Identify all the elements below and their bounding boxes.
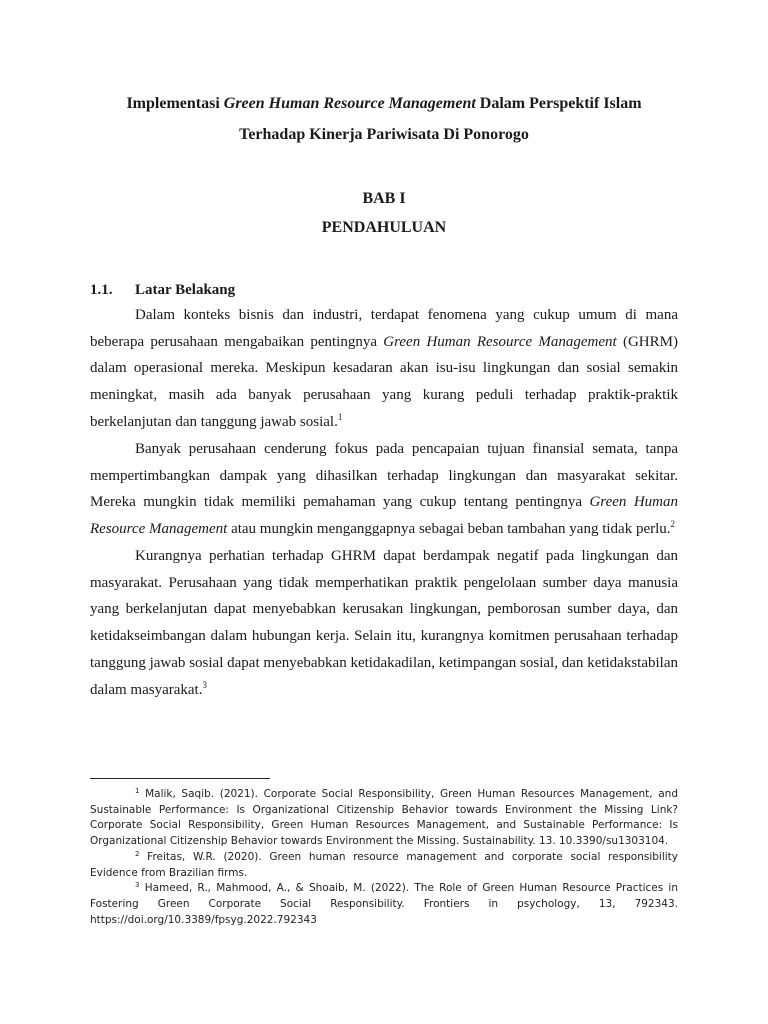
footnote-reference[interactable]: 1 xyxy=(337,411,343,422)
document-title-line-1 xyxy=(90,88,678,120)
paragraph-text: Kurangnya perhatian terhadap GHRM dapat berdampak negatif pada lingkungan dan masyarakat. Perusahaan yang tidak memperhatikan praktik pengelolaan sumber daya manusia yang berkelanjutan dapat menyebabkan kerusakan lingkungan, pemborosan sumber daya, dan ketidakseimbangan dalam hubungan kerja. Selain itu, kurangnya komitmen perusahaan terhadap tanggung jawab sosial dapat menyebabkan ketidakadilan, ketimpangan sosial, dan ketidakstabilan dalam masyarakat. xyxy=(90,548,678,698)
footnote-separator xyxy=(90,778,270,779)
section-number: 1.1. xyxy=(90,282,113,298)
title-italic: Green Human Resource Management xyxy=(223,95,476,112)
footnote-mark: 2 xyxy=(135,849,140,858)
section-heading xyxy=(90,275,235,305)
chapter-name: PENDAHULUAN xyxy=(321,219,447,236)
paragraph-text: atau mungkin menganggapnya sebagai beban tambahan yang tidak perlu. xyxy=(227,521,671,538)
document-title-line-2: Terhadap Kinerja Pariwisata Di Ponorogo xyxy=(239,126,529,143)
title-suffix: Dalam Perspektif Islam xyxy=(475,95,642,112)
paragraph-text: Banyak perusahaan cenderung fokus pada pencapaian tujuan finansial semata, tanpa mempertimbangkan dampak yang dihasilkan terhadap lingkungan dan masyarakat sekitar. Mereka mungkin tidak memiliki pemahaman yang cukup tentang pentingnya xyxy=(90,441,678,511)
paragraph-text: Dalam konteks bisnis dan industri, terdapat fenomena yang cukup umum di mana beberapa perusahaan mengabaikan pentingnya xyxy=(90,307,678,350)
paragraph-italic-term: Green Human Resource Management xyxy=(90,494,678,538)
footnote-reference[interactable]: 3 xyxy=(202,679,207,690)
footnote-reference[interactable]: 2 xyxy=(670,519,676,530)
footnote-text: Hameed, R., Mahmood, A., & Shoaib, M. (2022). The Role of Green Human Resource Practices in Fostering Green Corporate Social Responsibility. Frontiers in psychology, 13, 792343. xyxy=(90,882,678,910)
footnote-text: Malik, Saqib. (2021). Corporate Social Responsibility, Green Human Resources Management, and Sustainable Performance: Is Organizational Citizenship Behavior towards Environment the Missing Link? Corporate Social Responsibility, Green Human Resources Management, and Sustainable Performance: Is Organizational Citizenship Behavior towards Environment the Missing. Sustainability. 13. 10.3390/su1303104. xyxy=(90,788,678,848)
footnote-3 xyxy=(90,881,678,928)
title-prefix: Implementasi xyxy=(126,95,224,112)
footnote-2 xyxy=(90,850,678,881)
paragraph-3 xyxy=(90,543,678,703)
footnote-mark: 3 xyxy=(135,881,140,890)
paragraph-2 xyxy=(90,436,678,543)
paragraph-italic-term: Green Human Resource Management xyxy=(383,333,617,350)
footnote-doi-link[interactable]: https://doi.org/10.3389/fpsyg.2022.792343 xyxy=(90,913,317,926)
footnote-text: Freitas, W.R. (2020). Green human resource management and corporate social responsibility Evidence from Brazilian firms. xyxy=(90,850,678,879)
paragraph-text: (GHRM) dalam operasional mereka. Meskipun kesadaran akan isu-isu lingkungan dan sosial semakin meningkat, masih ada banyak perusahaan yang kurang peduli terhadap praktik-praktik berkelanjutan dan tanggung jawab sosial. xyxy=(90,333,678,430)
chapter-number: BAB I xyxy=(362,190,406,207)
footnotes xyxy=(90,787,678,928)
section-title: Latar Belakang xyxy=(135,282,236,298)
footnote-1 xyxy=(90,787,678,850)
footnote-mark: 1 xyxy=(135,787,140,795)
paragraph-1 xyxy=(90,302,678,436)
